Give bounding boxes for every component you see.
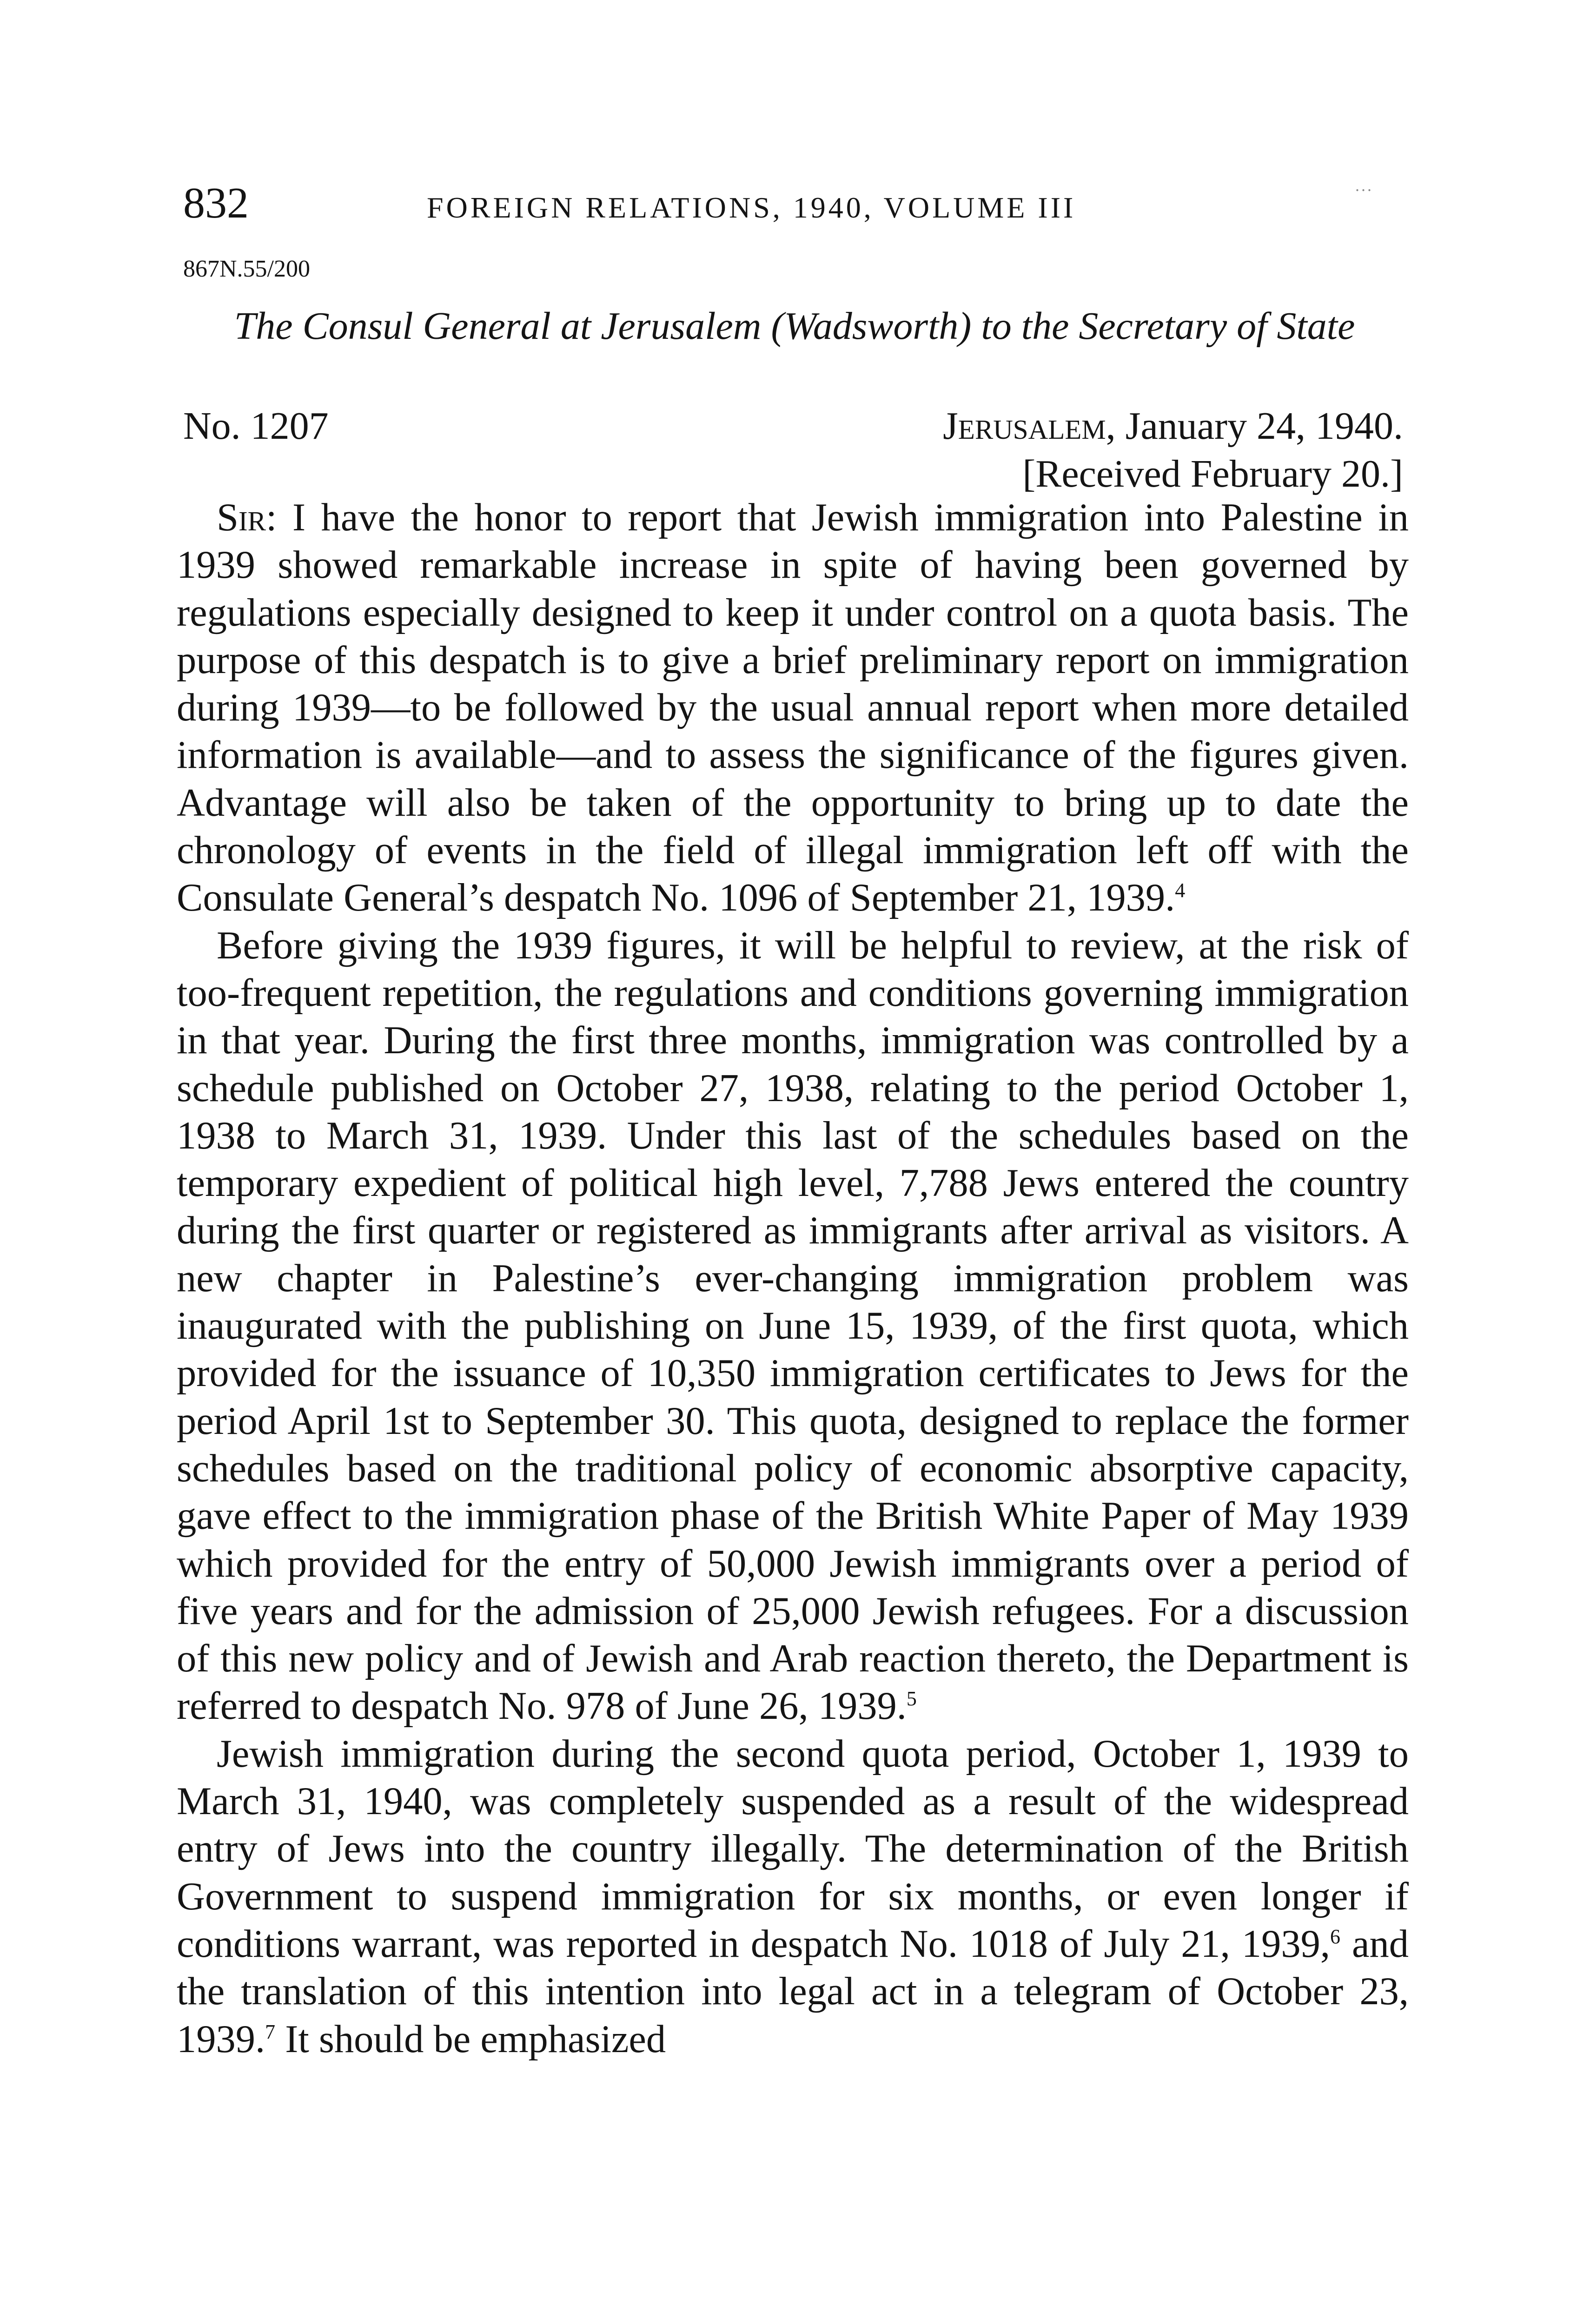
footnote-ref-7: 7 <box>265 2020 276 2043</box>
page-number: 832 <box>183 179 249 227</box>
corner-mark: ... <box>1355 176 1373 195</box>
dateline <box>790 404 1403 448</box>
dateline-place: Jerusalem, <box>943 404 1116 448</box>
received-date: [Received February 20.] <box>1022 452 1403 495</box>
paragraph-3 <box>177 1730 1409 2063</box>
paragraph-2-text: Before giving the 1939 figures, it will be helpful to review, at the risk of too-frequent repetition, the regulations and conditions governing immigration in that year. During the first three months, immigration was controlled by a schedule published on October 27, 1938, relating to the period October 1, 1938 to March 31, 1939. Under this last of the schedules based on the temporary expedient of political high level, 7,788 Jews entered the country during the first quarter or registered as immigrants after arrival as visitors. A new chapter in Palestine’s ever-changing immigration problem was inaugurated with the publishing on June 15, 1939, of the first quota, which provided for the issuance of 10,350 immigration certificates to Jews for the period April 1st to September 30. This quota, designed to replace the former schedules based on the traditional policy of economic absorptive capacity, gave effect to the immigration phase of the British White Paper of May 1939 which provided for the entry of 50,000 Jewish immigrants over a period of five years and for the admission of 25,000 Jewish refugees. For a discussion of this new policy and of Jewish and Arab reaction thereto, the Department is referred to despatch No. 978 of June 26, 1939. <box>177 924 1409 1728</box>
paragraph-3-text-c: It should be emphasized <box>275 2017 666 2061</box>
footnote-ref-4: 4 <box>1175 879 1186 902</box>
footnote-ref-5: 5 <box>906 1687 917 1710</box>
paragraph-1 <box>177 494 1409 922</box>
file-number: 867N.55/200 <box>183 256 310 282</box>
paragraph-2 <box>177 922 1409 1730</box>
document-title: The Consul General at Jerusalem (Wadsworth) to the Secretary of State <box>234 304 1355 348</box>
letter-body <box>177 494 1409 2063</box>
paragraph-3-text-a: Jewish immigration during the second quota period, October 1, 1939 to March 31, 1940, was completely suspended as a result of the widespread entry of Jews into the country illegally. The determination of the British Government to suspend immigration for six months, or even longer if conditions warrant, was reported in despatch No. 1018 of July 21, 1939, <box>177 1732 1409 1966</box>
running-title: FOREIGN RELATIONS, 1940, VOLUME III <box>427 191 1076 224</box>
paragraph-3-text-b: and the translation of this intention into legal act in a telegram of October 23, 1939. <box>177 1922 1409 2061</box>
footnote-ref-6: 6 <box>1330 1925 1340 1948</box>
paragraph-1-text: I have the honor to report that Jewish immigration into Palestine in 1939 showed remarkable increase in spite of having been governed by regulations especially designed to keep it under control on a quota basis. The purpose of this despatch is to give a brief preliminary report on immigration during 1939—to be followed by the usual annual report when more detailed information is available—and to assess the significance of the figures given. Advantage will also be taken of the opportunity to bring up to date the chronology of events in the field of illegal immigration left off with the Consulate General’s despatch No. 1096 of September 21, 1939. <box>177 496 1409 920</box>
despatch-number: No. 1207 <box>183 404 329 448</box>
salutation: Sir: <box>217 496 277 539</box>
dateline-date: January 24, 1940. <box>1125 404 1403 448</box>
